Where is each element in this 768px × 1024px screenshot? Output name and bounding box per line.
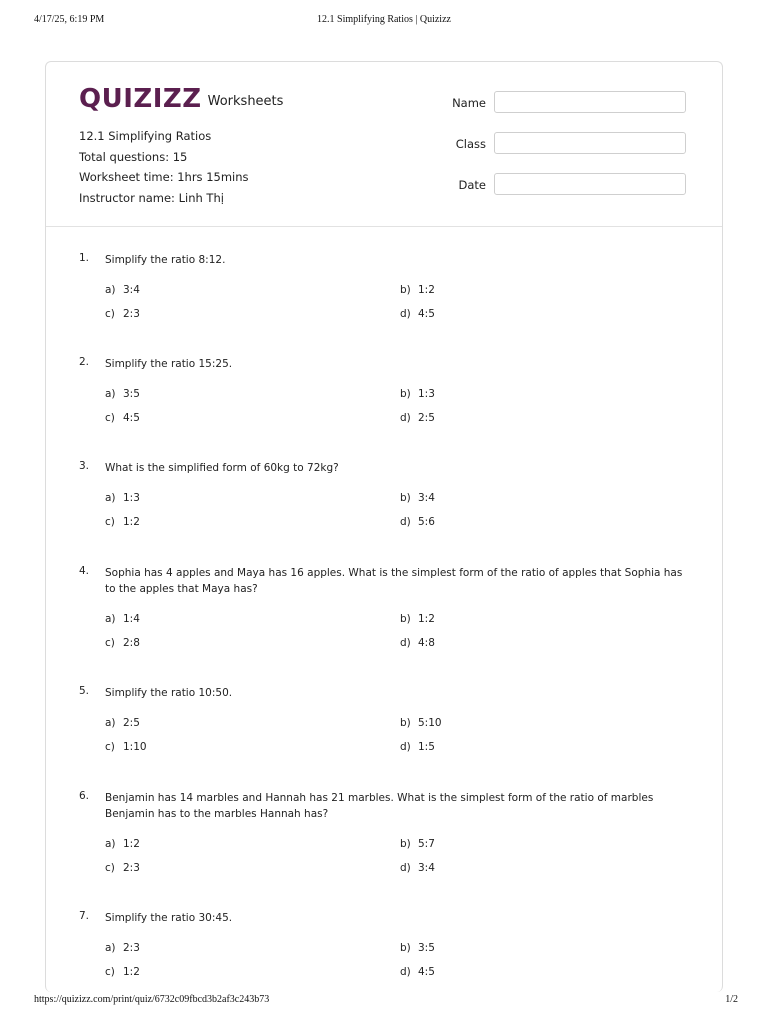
option-a[interactable] (105, 613, 140, 625)
option-value: 1:3 (418, 388, 435, 400)
option-letter: a) (105, 942, 116, 954)
option-value: 2:5 (123, 717, 140, 729)
option-value: 3:4 (123, 284, 140, 296)
option-a[interactable] (105, 838, 140, 850)
option-value: 1:2 (123, 966, 140, 978)
option-c[interactable] (105, 741, 147, 753)
date-label: Date (458, 178, 486, 192)
option-value: 5:10 (418, 717, 442, 729)
option-letter: d) (400, 516, 411, 528)
question-text: Simplify the ratio 8:12. (105, 254, 226, 266)
option-value: 5:7 (418, 838, 435, 850)
worksheet-meta (79, 126, 249, 208)
page-number: 1/2 (725, 994, 738, 1005)
option-letter: d) (400, 308, 411, 320)
option-a[interactable] (105, 284, 140, 296)
option-value: 1:2 (123, 838, 140, 850)
option-letter: a) (105, 838, 116, 850)
option-letter: c) (105, 741, 115, 753)
option-value: 2:3 (123, 862, 140, 874)
option-letter: d) (400, 741, 411, 753)
option-d[interactable] (400, 637, 435, 649)
option-letter: d) (400, 966, 411, 978)
option-d[interactable] (400, 412, 435, 424)
option-value: 4:5 (123, 412, 140, 424)
option-c[interactable] (105, 637, 140, 649)
option-letter: b) (400, 613, 411, 625)
option-a[interactable] (105, 492, 140, 504)
option-d[interactable] (400, 516, 435, 528)
option-b[interactable] (400, 942, 435, 954)
question-number: 1. (79, 252, 90, 264)
option-letter: a) (105, 284, 116, 296)
option-letter: b) (400, 284, 411, 296)
option-letter: b) (400, 717, 411, 729)
total-questions: Total questions: 15 (79, 149, 188, 164)
option-value: 3:5 (123, 388, 140, 400)
option-value: 1:2 (418, 284, 435, 296)
option-d[interactable] (400, 741, 435, 753)
option-value: 2:3 (123, 942, 140, 954)
option-b[interactable] (400, 838, 435, 850)
option-a[interactable] (105, 942, 140, 954)
logo-subtitle: Worksheets (207, 93, 284, 109)
option-d[interactable] (400, 966, 435, 978)
question-number: 5. (79, 685, 90, 697)
question-number: 7. (79, 910, 90, 922)
option-d[interactable] (400, 862, 435, 874)
instructor-name: Instructor name: Linh Thị (79, 190, 224, 205)
option-value: 2:5 (418, 412, 435, 424)
option-letter: b) (400, 388, 411, 400)
date-field[interactable] (494, 173, 686, 195)
option-value: 1:4 (123, 613, 140, 625)
option-value: 1:3 (123, 492, 140, 504)
option-value: 3:4 (418, 492, 435, 504)
option-letter: c) (105, 308, 115, 320)
option-letter: d) (400, 862, 411, 874)
option-b[interactable] (400, 613, 435, 625)
option-value: 3:4 (418, 862, 435, 874)
option-letter: a) (105, 492, 116, 504)
option-value: 1:10 (123, 741, 147, 753)
option-value: 2:3 (123, 308, 140, 320)
worksheet-card (45, 61, 723, 992)
class-field[interactable] (494, 132, 686, 154)
question-text: Benjamin has 14 marbles and Hannah has 21 marbles. What is the simplest form of the ratio of marbles Benjamin has to the marbles Hannah has? (105, 792, 654, 820)
option-letter: c) (105, 412, 115, 424)
print-header (0, 14, 768, 34)
option-b[interactable] (400, 492, 435, 504)
option-value: 4:5 (418, 966, 435, 978)
question-text: Simplify the ratio 10:50. (105, 687, 233, 699)
option-c[interactable] (105, 308, 140, 320)
option-letter: b) (400, 492, 411, 504)
option-letter: b) (400, 838, 411, 850)
option-value: 1:2 (418, 613, 435, 625)
worksheet-time: Worksheet time: 1hrs 15mins (79, 170, 249, 184)
option-letter: b) (400, 942, 411, 954)
logo-wordmark: QUIZIZZ (79, 84, 202, 114)
name-label: Name (452, 96, 486, 110)
option-value: 4:5 (418, 308, 435, 320)
option-b[interactable] (400, 717, 442, 729)
question-text: Simplify the ratio 15:25. (105, 358, 233, 370)
print-url: https://quizizz.com/print/quiz/6732c09fbcd3b2af3c243b73 (34, 994, 270, 1005)
question-text: What is the simplified form of 60kg to 72kg? (105, 462, 339, 474)
option-d[interactable] (400, 308, 435, 320)
print-footer (0, 994, 768, 1014)
worksheet-header (46, 62, 722, 227)
option-value: 1:5 (418, 741, 435, 753)
option-value: 3:5 (418, 942, 435, 954)
option-letter: d) (400, 637, 411, 649)
option-value: 4:8 (418, 637, 435, 649)
option-value: 2:8 (123, 637, 140, 649)
option-letter: c) (105, 516, 115, 528)
option-c[interactable] (105, 516, 140, 528)
quizizz-logo (79, 84, 283, 114)
question-number: 6. (79, 790, 90, 802)
option-letter: d) (400, 412, 411, 424)
option-c[interactable] (105, 862, 140, 874)
option-letter: a) (105, 388, 116, 400)
question-number: 2. (79, 356, 90, 368)
question-text: Sophia has 4 apples and Maya has 16 apples. What is the simplest form of the ratio of apples that Sophia has to the apples that Maya has? (105, 567, 683, 595)
option-value: 5:6 (418, 516, 435, 528)
print-page-title: 12.1 Simplifying Ratios | Quizizz (317, 14, 451, 25)
option-c[interactable] (105, 966, 140, 978)
option-value: 1:2 (123, 516, 140, 528)
option-a[interactable] (105, 717, 140, 729)
question-number: 4. (79, 565, 90, 577)
option-letter: c) (105, 862, 115, 874)
option-letter: a) (105, 717, 116, 729)
question-number: 3. (79, 460, 90, 472)
question-text: Simplify the ratio 30:45. (105, 912, 233, 924)
option-c[interactable] (105, 412, 140, 424)
option-letter: c) (105, 966, 115, 978)
option-letter: a) (105, 613, 116, 625)
option-b[interactable] (400, 284, 435, 296)
name-field[interactable] (494, 91, 686, 113)
option-b[interactable] (400, 388, 435, 400)
option-letter: c) (105, 637, 115, 649)
class-label: Class (455, 137, 486, 151)
worksheet-title: 12.1 Simplifying Ratios (79, 129, 212, 143)
print-datetime: 4/17/25, 6:19 PM (34, 14, 105, 25)
option-a[interactable] (105, 388, 140, 400)
